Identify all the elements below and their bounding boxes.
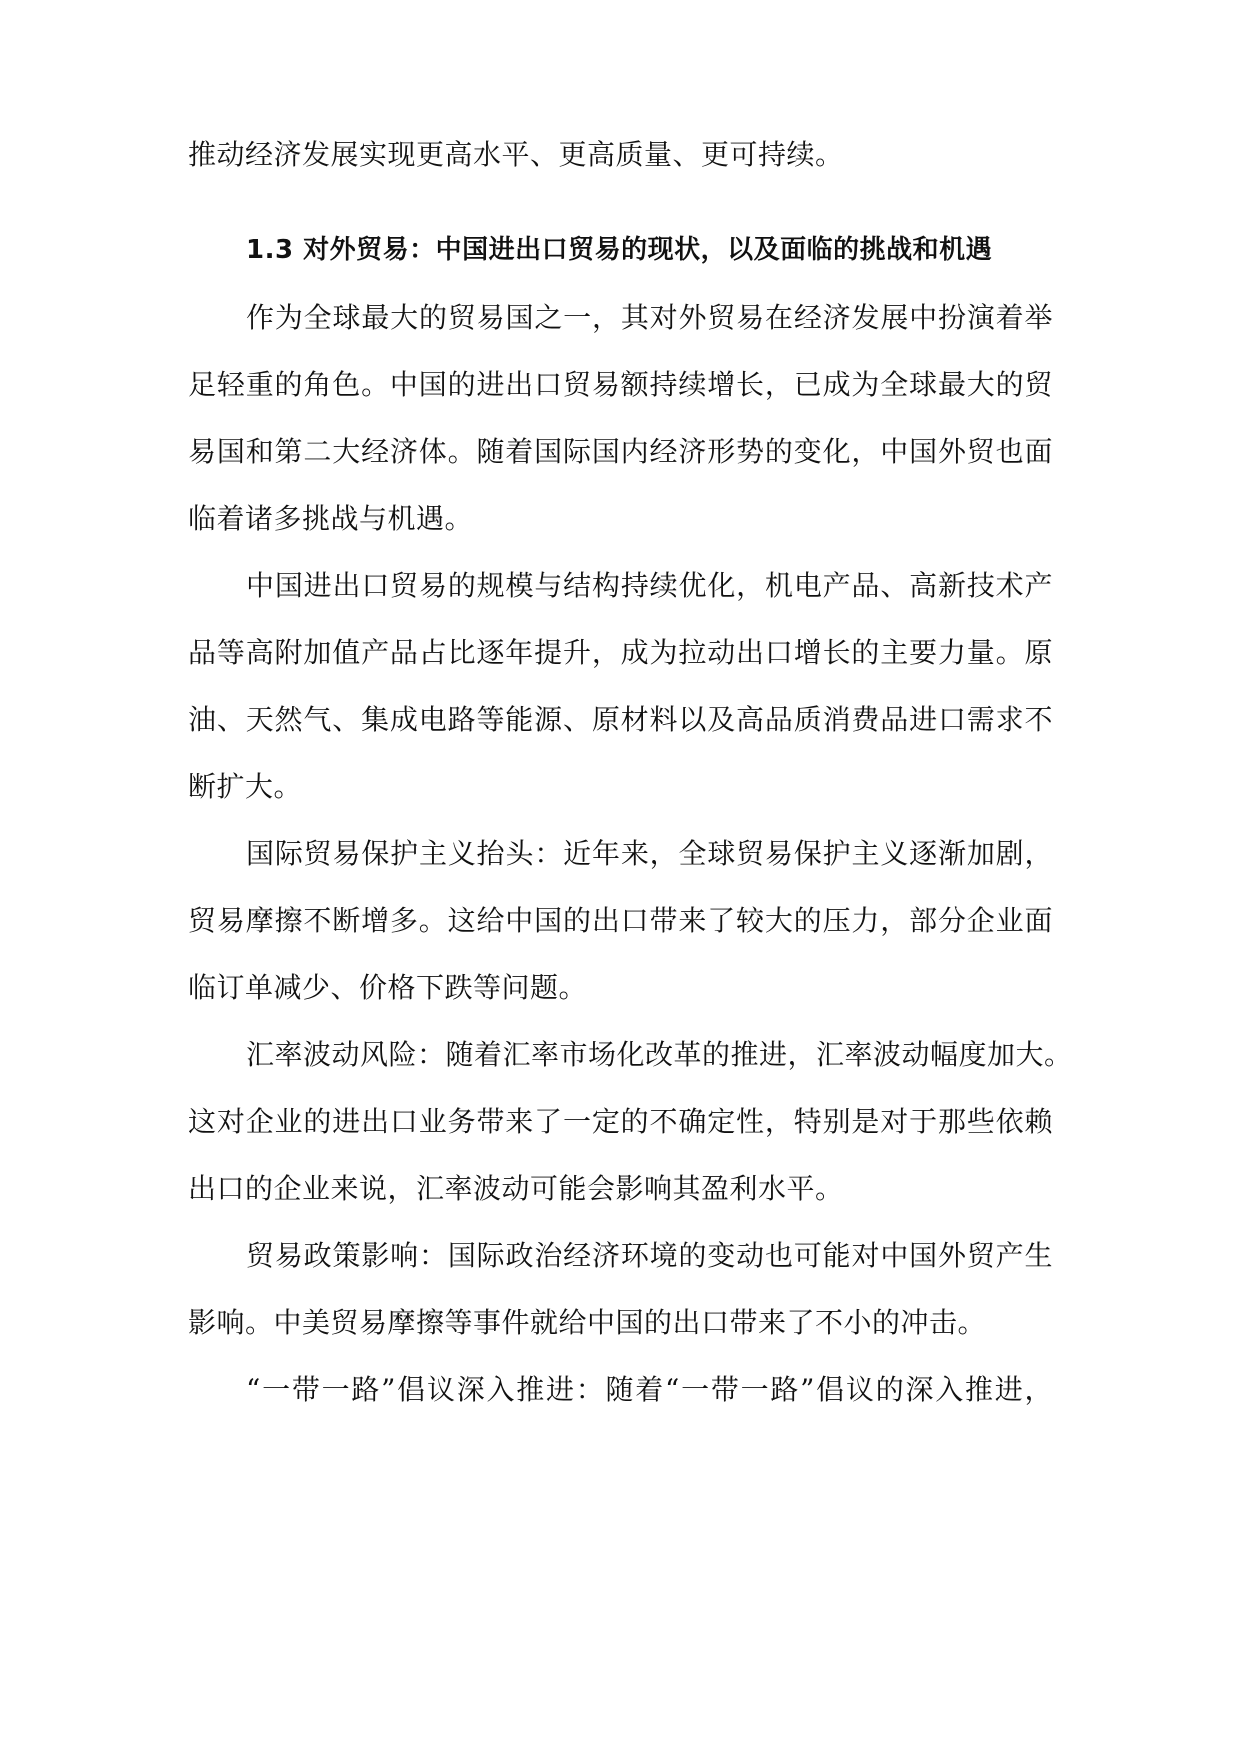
text-line: 油、天然气、集成电路等能源、原材料以及高品质消费品进口需求不 — [188, 703, 1053, 736]
text-line: 推动经济发展实现更高水平、更高质量、更可持续。 — [188, 138, 844, 171]
text-line: “一带一路”倡议深入推进：随着“一带一路”倡议的深入推进， — [246, 1373, 1053, 1406]
text-line: 影响。中美贸易摩擦等事件就给中国的出口带来了不小的冲击。 — [188, 1306, 987, 1339]
text-line: 国际贸易保护主义抬头：近年来，全球贸易保护主义逐渐加剧， — [246, 837, 1053, 870]
text-line: 贸易政策影响：国际政治经济环境的变动也可能对中国外贸产生 — [246, 1239, 1053, 1272]
text-line: 临订单减少、价格下跌等问题。 — [188, 971, 588, 1004]
section-heading: 1.3 对外贸易：中国进出口贸易的现状，以及面临的挑战和机遇 — [246, 235, 993, 265]
text-line: 断扩大。 — [188, 770, 303, 803]
text-line: 作为全球最大的贸易国之一，其对外贸易在经济发展中扮演着举 — [246, 301, 1053, 334]
text-line: 临着诸多挑战与机遇。 — [188, 502, 474, 535]
text-line: 足轻重的角色。中国的进出口贸易额持续增长，已成为全球最大的贸 — [188, 368, 1053, 401]
text-line: 出口的企业来说，汇率波动可能会影响其盈利水平。 — [188, 1172, 844, 1205]
text-line: 这对企业的进出口业务带来了一定的不确定性，特别是对于那些依赖 — [188, 1105, 1053, 1138]
text-line: 汇率波动风险：随着汇率市场化改革的推进，汇率波动幅度加大。 — [246, 1038, 1073, 1071]
text-line: 中国进出口贸易的规模与结构持续优化，机电产品、高新技术产 — [246, 569, 1053, 602]
text-line: 贸易摩擦不断增多。这给中国的出口带来了较大的压力，部分企业面 — [188, 904, 1053, 937]
text-line: 易国和第二大经济体。随着国际国内经济形势的变化，中国外贸也面 — [188, 435, 1053, 468]
text-line: 品等高附加值产品占比逐年提升，成为拉动出口增长的主要力量。原 — [188, 636, 1053, 669]
